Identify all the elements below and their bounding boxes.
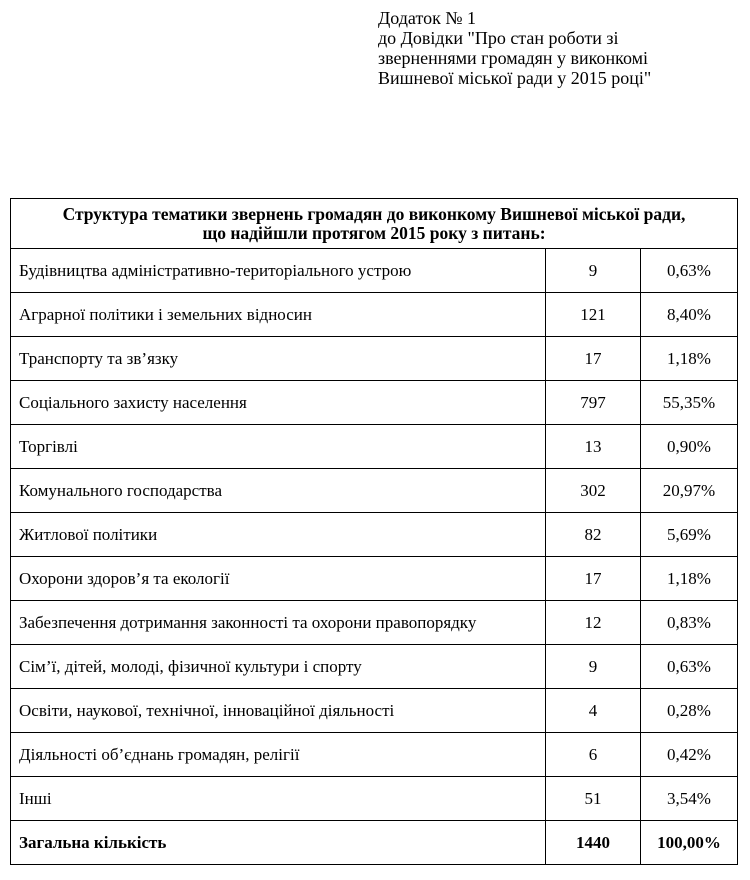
table-row [11,733,738,777]
table-row [11,337,738,381]
total-percent: 100,00% [641,821,738,865]
appendix-reference-line-3: Вишневої міської ради у 2015 році" [378,68,652,88]
table-caption-row [11,199,738,249]
count-cell: 17 [546,557,641,601]
percent-cell: 0,83% [641,601,738,645]
topic-cell: Охорони здоров’я та екології [11,557,546,601]
topic-cell: Комунального господарства [11,469,546,513]
topic-cell: Житлової політики [11,513,546,557]
percent-cell: 1,18% [641,557,738,601]
count-cell: 4 [546,689,641,733]
table-caption-line-2: що надійшли протягом 2015 року з питань: [202,222,546,243]
table-row [11,645,738,689]
appendix-reference-line-1: до Довідки "Про стан роботи зі [378,28,619,48]
topic-cell: Аграрної політики і земельних відносин [11,293,546,337]
percent-cell: 55,35% [641,381,738,425]
total-count: 1440 [546,821,641,865]
table-row [11,469,738,513]
percent-cell: 8,40% [641,293,738,337]
table-caption-line-1: Структура тематики звернень громадян до виконкому Вишневої міської ради, [62,203,686,224]
count-cell: 13 [546,425,641,469]
count-cell: 797 [546,381,641,425]
topic-cell: Забезпечення дотримання законності та охорони правопорядку [11,601,546,645]
percent-cell: 20,97% [641,469,738,513]
count-cell: 9 [546,249,641,293]
table-row [11,689,738,733]
appendix-reference-line-2: зверненнями громадян у виконкомі [378,48,649,68]
table-row [11,777,738,821]
total-label: Загальна кількість [11,821,546,865]
topic-cell: Будівництва адміністративно-територіального устрою [11,249,546,293]
appendix-header [378,8,651,88]
table-row [11,381,738,425]
percent-cell: 0,42% [641,733,738,777]
table-caption [11,199,738,249]
percent-cell: 1,18% [641,337,738,381]
total-row [11,821,738,865]
appendix-number: Додаток № 1 [378,8,476,28]
topic-cell: Сім’ї, дітей, молоді, фізичної культури і спорту [11,645,546,689]
count-cell: 17 [546,337,641,381]
count-cell: 9 [546,645,641,689]
table-row [11,557,738,601]
topic-cell: Діяльності об’єднань громадян, релігії [11,733,546,777]
count-cell: 302 [546,469,641,513]
table-row [11,249,738,293]
table-row [11,425,738,469]
topic-cell: Інші [11,777,546,821]
percent-cell: 5,69% [641,513,738,557]
percent-cell: 0,90% [641,425,738,469]
count-cell: 6 [546,733,641,777]
appeals-structure-table [10,198,738,865]
percent-cell: 0,63% [641,249,738,293]
count-cell: 51 [546,777,641,821]
table-row [11,513,738,557]
percent-cell: 0,63% [641,645,738,689]
percent-cell: 3,54% [641,777,738,821]
topic-cell: Освіти, наукової, технічної, інноваційної діяльності [11,689,546,733]
count-cell: 12 [546,601,641,645]
count-cell: 82 [546,513,641,557]
topic-cell: Торгівлі [11,425,546,469]
percent-cell: 0,28% [641,689,738,733]
topic-cell: Соціального захисту населення [11,381,546,425]
topic-cell: Транспорту та зв’язку [11,337,546,381]
count-cell: 121 [546,293,641,337]
table-row [11,601,738,645]
table-row [11,293,738,337]
